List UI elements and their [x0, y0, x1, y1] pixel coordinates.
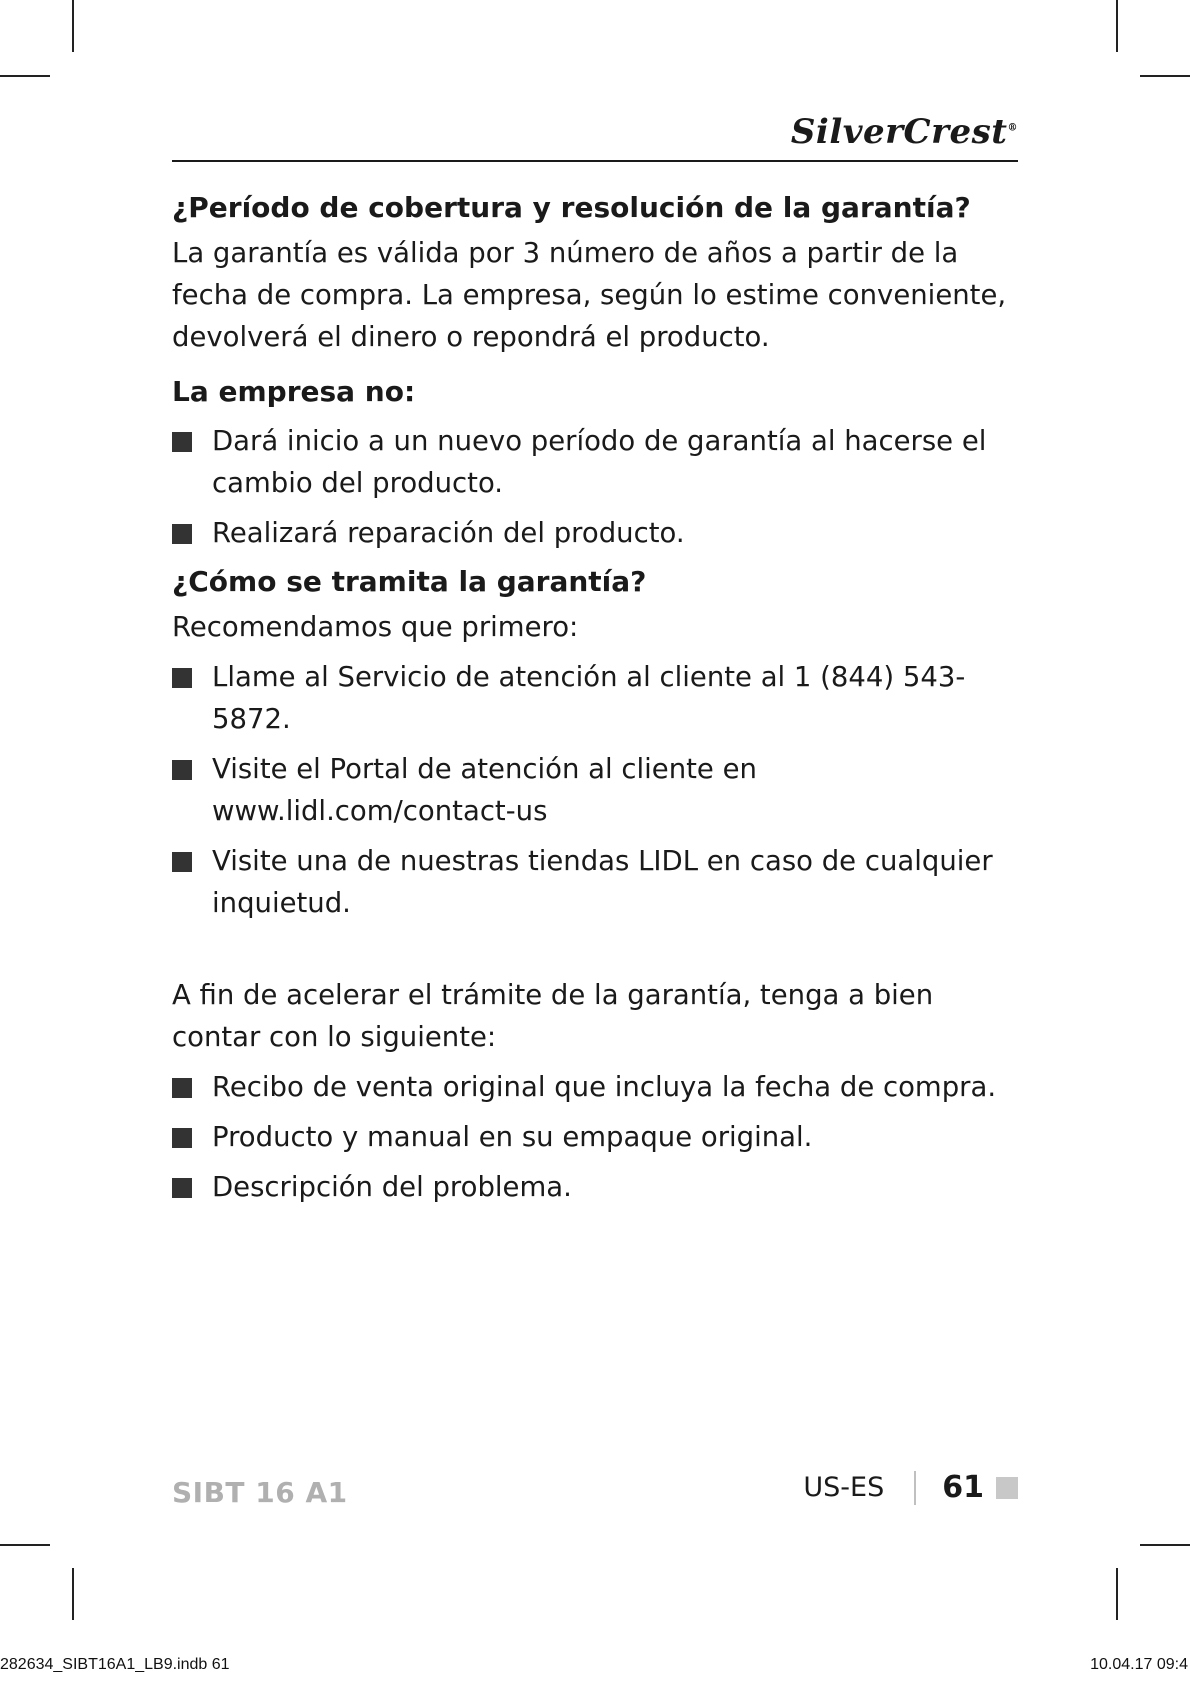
footer-divider	[914, 1471, 916, 1505]
crop-mark	[1116, 0, 1118, 52]
slug-filename: 282634_SIBT16A1_LB9.indb 61	[0, 1656, 230, 1673]
crop-mark	[0, 75, 50, 77]
list-item: Visite una de nuestras tiendas LIDL en caso de cualquier inquietud.	[172, 840, 1018, 924]
list-item: Dará inicio a un nuevo período de garantía al hacerse el cambio del producto.	[172, 420, 1018, 504]
crop-mark	[1140, 75, 1190, 77]
list-item: Producto y manual en su empaque original.	[172, 1116, 1018, 1158]
crop-mark	[0, 1544, 50, 1546]
square-bullet-icon	[172, 524, 192, 544]
list-item: Llame al Servicio de atención al cliente al 1 (844) 543-5872.	[172, 656, 1018, 740]
model-number: SIBT 16 A1	[172, 1476, 348, 1509]
language-code: US-ES	[803, 1472, 885, 1503]
crop-mark	[1140, 1544, 1190, 1546]
list-item: Visite el Portal de atención al cliente en www.lidl.com/contact-us	[172, 748, 1018, 832]
square-bullet-icon	[172, 432, 192, 452]
page-marker-icon	[996, 1477, 1018, 1499]
crop-mark	[72, 1568, 74, 1620]
slug-date: 10.04.17 09:4	[1090, 1656, 1188, 1673]
square-bullet-icon	[172, 760, 192, 780]
square-bullet-icon	[172, 1178, 192, 1198]
crop-mark	[72, 0, 74, 52]
section-heading-company-no: La empresa no:	[172, 375, 416, 408]
section-heading-coverage: ¿Período de cobertura y resolución de la garantía?	[172, 191, 971, 224]
section-heading-how: ¿Cómo se tramita la garantía?	[172, 565, 647, 598]
square-bullet-icon	[172, 1128, 192, 1148]
square-bullet-icon	[172, 1078, 192, 1098]
square-bullet-icon	[172, 852, 192, 872]
company-no-list	[172, 420, 1018, 554]
crop-mark	[1116, 1568, 1118, 1620]
speedup-text: A fin de acelerar el trámite de la garantía, tenga a bien contar con lo siguiente:	[172, 979, 934, 1053]
how-intro: Recomendamos que primero:	[172, 611, 579, 643]
how-list	[172, 656, 1018, 924]
coverage-text: La garantía es válida por 3 número de años a partir de la fecha de compra. La empresa, según lo estime conveniente, devolverá el dinero o repondrá el producto.	[172, 237, 1007, 353]
square-bullet-icon	[172, 668, 192, 688]
list-item: Realizará reparación del producto.	[172, 512, 1018, 554]
list-item: Recibo de venta original que incluya la fecha de compra.	[172, 1066, 1018, 1108]
brand-logo: SilverCrest®	[790, 112, 1018, 152]
page-number: 61	[942, 1470, 984, 1505]
page-footer	[803, 1470, 1018, 1505]
header-rule	[172, 160, 1018, 162]
speedup-list	[172, 1066, 1018, 1208]
list-item: Descripción del problema.	[172, 1166, 1018, 1208]
page-content	[172, 188, 1018, 1216]
